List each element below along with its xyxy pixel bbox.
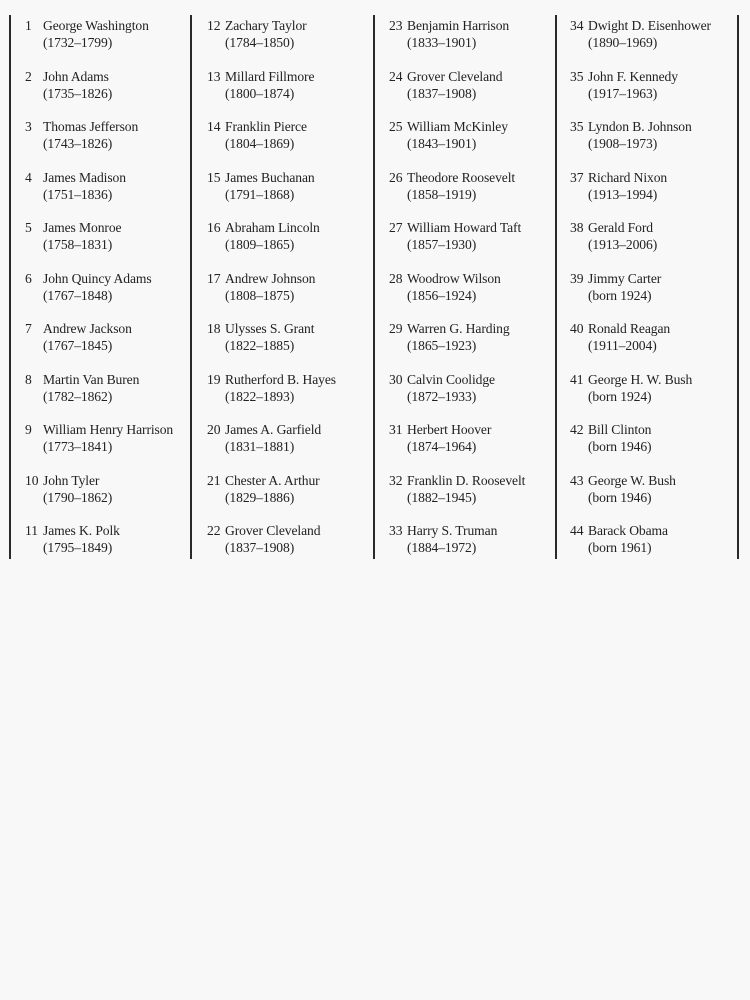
president-name: William McKinley (407, 119, 508, 134)
president-number: 41 (570, 371, 584, 387)
president-number: 31 (389, 422, 403, 437)
president-name: William Howard Taft (407, 220, 522, 235)
president-number: 35 (570, 68, 584, 84)
president-name: James Monroe (43, 220, 122, 235)
president-number: 32 (389, 472, 403, 488)
list-item (389, 169, 569, 220)
president-number: 27 (389, 220, 403, 235)
president-number: 34 (570, 18, 584, 33)
president-years: (1822–1893) (225, 388, 295, 404)
list-item (389, 320, 569, 371)
list-item (207, 169, 387, 220)
president-years: (1782–1862) (43, 388, 113, 404)
president-name: Rutherford B. Hayes (225, 371, 336, 387)
president-name: James A. Garfield (225, 422, 322, 437)
president-number: 1 (25, 18, 32, 33)
president-years: (1856–1924) (407, 287, 477, 303)
president-years: (1872–1933) (407, 388, 477, 404)
list-item (570, 421, 750, 472)
list-item (570, 118, 750, 169)
president-number: 5 (25, 220, 32, 235)
president-number: 37 (570, 169, 584, 185)
president-years: (1831–1881) (225, 439, 295, 454)
president-number: 10 (25, 472, 39, 488)
president-name: James Madison (43, 169, 126, 185)
president-number: 16 (207, 220, 221, 235)
president-number: 25 (389, 119, 403, 134)
president-name: Jimmy Carter (588, 270, 662, 286)
list-item (25, 421, 205, 472)
president-number: 17 (207, 270, 221, 286)
president-name: George H. W. Bush (588, 371, 693, 387)
presidents-column-4 (570, 17, 750, 557)
president-name: George W. Bush (588, 472, 676, 488)
president-name: Lyndon B. Johnson (588, 119, 692, 134)
list-item (389, 371, 569, 422)
president-years: (1829–1886) (225, 489, 295, 505)
president-years: (1882–1945) (407, 489, 477, 505)
list-item (207, 320, 387, 371)
president-number: 26 (389, 169, 403, 185)
list-item (570, 169, 750, 220)
list-item (25, 17, 205, 68)
list-item (570, 320, 750, 371)
president-years: (1732–1799) (43, 35, 113, 50)
president-years: (1857–1930) (407, 237, 477, 252)
president-years: (born 1946) (588, 439, 652, 454)
president-years: (1822–1885) (225, 338, 295, 353)
president-number: 33 (389, 523, 403, 538)
president-years: (1800–1874) (225, 85, 295, 101)
list-item (570, 68, 750, 119)
list-item (25, 320, 205, 371)
president-years: (1911–2004) (588, 338, 657, 353)
president-number: 23 (389, 18, 403, 33)
list-item (389, 68, 569, 119)
president-number: 43 (570, 472, 584, 488)
president-number: 28 (389, 270, 403, 286)
president-years: (1837–1908) (407, 85, 477, 101)
president-name: Thomas Jefferson (43, 119, 139, 134)
president-name: Bill Clinton (588, 422, 652, 437)
list-item (25, 169, 205, 220)
president-name: Theodore Roosevelt (407, 169, 516, 185)
president-years: (1743–1826) (43, 136, 113, 151)
president-number: 4 (25, 169, 32, 185)
list-item (25, 522, 205, 573)
president-years: (born 1924) (588, 388, 652, 404)
president-number: 40 (570, 321, 584, 336)
president-number: 20 (207, 422, 221, 437)
president-years: (1837–1908) (225, 540, 295, 555)
president-years: (born 1924) (588, 287, 652, 303)
president-name: Franklin D. Roosevelt (407, 472, 526, 488)
president-name: Harry S. Truman (407, 523, 498, 538)
president-years: (1833–1901) (407, 35, 477, 50)
president-years: (1884–1972) (407, 540, 477, 555)
president-name: James Buchanan (225, 169, 315, 185)
president-name: Woodrow Wilson (407, 270, 501, 286)
president-years: (1767–1848) (43, 287, 113, 303)
president-name: Abraham Lincoln (225, 220, 320, 235)
list-item (207, 472, 387, 523)
column-divider (9, 15, 11, 559)
list-item (570, 522, 750, 573)
president-years: (1890–1969) (588, 35, 658, 50)
president-name: Ronald Reagan (588, 321, 671, 336)
president-name: William Henry Harrison (43, 422, 174, 437)
president-name: Chester A. Arthur (225, 472, 320, 488)
president-number: 2 (25, 68, 32, 84)
president-name: Warren G. Harding (407, 321, 510, 336)
president-years: (1843–1901) (407, 136, 477, 151)
presidents-column-3 (389, 17, 569, 557)
list-item (389, 472, 569, 523)
president-number: 21 (207, 472, 221, 488)
president-number: 29 (389, 321, 403, 336)
president-name: Andrew Johnson (225, 270, 316, 286)
president-years: (1791–1868) (225, 186, 295, 202)
president-number: 14 (207, 119, 221, 134)
president-years: (1865–1923) (407, 338, 477, 353)
list-item (389, 118, 569, 169)
list-item (389, 219, 569, 270)
president-name: Grover Cleveland (407, 68, 503, 84)
president-years: (1908–1973) (588, 136, 658, 151)
list-item (570, 371, 750, 422)
president-number: 44 (570, 523, 584, 538)
president-number: 15 (207, 169, 221, 185)
president-years: (1804–1869) (225, 136, 295, 151)
president-name: John Adams (43, 68, 109, 84)
president-years: (1874–1964) (407, 439, 477, 454)
president-number: 7 (25, 321, 32, 336)
president-name: George Washington (43, 18, 149, 33)
president-name: Grover Cleveland (225, 523, 321, 538)
president-number: 18 (207, 321, 221, 336)
president-years: (1751–1836) (43, 186, 113, 202)
president-name: Herbert Hoover (407, 422, 492, 437)
list-item (25, 219, 205, 270)
president-years: (1917–1963) (588, 85, 658, 101)
president-number: 30 (389, 371, 403, 387)
president-years: (born 1946) (588, 489, 652, 505)
list-item (389, 17, 569, 68)
president-name: Richard Nixon (588, 169, 668, 185)
president-name: Gerald Ford (588, 220, 653, 235)
president-number: 24 (389, 68, 403, 84)
president-name: John Quincy Adams (43, 270, 152, 286)
president-years: (1773–1841) (43, 439, 113, 454)
president-years: (1913–1994) (588, 186, 658, 202)
president-name: Zachary Taylor (225, 18, 307, 33)
president-number: 38 (570, 220, 584, 235)
president-years: (1790–1862) (43, 489, 113, 505)
list-item (25, 68, 205, 119)
list-item (207, 68, 387, 119)
president-number: 12 (207, 18, 221, 33)
president-years: (born 1961) (588, 540, 652, 555)
president-number: 22 (207, 523, 221, 538)
president-number: 19 (207, 371, 221, 387)
president-number: 11 (25, 523, 38, 538)
list-item (389, 421, 569, 472)
president-years: (1795–1849) (43, 540, 113, 555)
president-number: 8 (25, 371, 32, 387)
president-name: John Tyler (43, 472, 100, 488)
president-name: Martin Van Buren (43, 371, 140, 387)
list-item (25, 270, 205, 321)
president-name: Franklin Pierce (225, 119, 307, 134)
president-years: (1735–1826) (43, 85, 113, 101)
presidents-column-2 (207, 17, 387, 557)
president-name: Ulysses S. Grant (225, 321, 315, 336)
president-number: 13 (207, 68, 221, 84)
president-number: 6 (25, 270, 32, 286)
list-item (207, 118, 387, 169)
list-item (207, 17, 387, 68)
president-name: Barack Obama (588, 523, 668, 538)
president-years: (1858–1919) (407, 186, 477, 202)
president-years: (1913–2006) (588, 237, 658, 252)
list-item (25, 118, 205, 169)
presidents-column-1 (25, 17, 205, 557)
list-item (389, 522, 569, 573)
list-item (207, 421, 387, 472)
president-name: Andrew Jackson (43, 321, 132, 336)
president-number: 35 (570, 119, 584, 134)
president-years: (1767–1845) (43, 338, 113, 353)
list-item (207, 371, 387, 422)
list-item (389, 270, 569, 321)
list-item (570, 219, 750, 270)
president-number: 42 (570, 422, 584, 437)
president-name: Millard Fillmore (225, 68, 315, 84)
list-item (570, 270, 750, 321)
president-name: John F. Kennedy (588, 68, 678, 84)
list-item (570, 472, 750, 523)
president-name: Benjamin Harrison (407, 18, 510, 33)
president-name: Calvin Coolidge (407, 371, 495, 387)
list-item (25, 472, 205, 523)
list-item (25, 371, 205, 422)
list-item (207, 219, 387, 270)
president-number: 9 (25, 422, 32, 437)
president-years: (1784–1850) (225, 35, 295, 50)
list-item (207, 522, 387, 573)
list-item (570, 17, 750, 68)
president-years: (1808–1875) (225, 287, 295, 303)
president-name: Dwight D. Eisenhower (588, 18, 711, 33)
president-number: 39 (570, 270, 584, 286)
president-years: (1809–1865) (225, 237, 295, 252)
list-item (207, 270, 387, 321)
president-number: 3 (25, 119, 32, 134)
president-years: (1758–1831) (43, 237, 113, 252)
president-name: James K. Polk (43, 523, 120, 538)
